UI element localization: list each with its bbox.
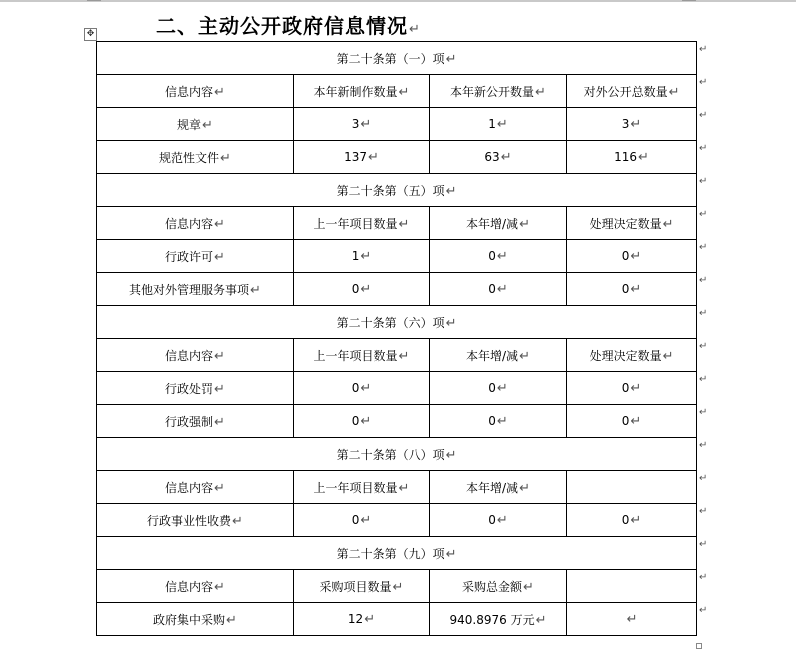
column-header[interactable] bbox=[97, 471, 294, 504]
section-heading-text: 第二十条第（一）项 bbox=[336, 51, 445, 66]
row-value[interactable] bbox=[567, 405, 697, 438]
section-heading-row bbox=[97, 174, 697, 207]
column-header[interactable] bbox=[430, 570, 567, 603]
row-end-mark-icon: ↵ bbox=[699, 604, 708, 616]
column-header[interactable] bbox=[430, 207, 567, 240]
section-heading[interactable] bbox=[97, 537, 697, 570]
section-heading-row bbox=[97, 42, 697, 75]
column-header-text: 上一年项目数量 bbox=[313, 348, 398, 363]
row-label[interactable] bbox=[97, 141, 294, 174]
section-heading[interactable] bbox=[97, 306, 697, 339]
section-title-text: 二、主动公开政府信息情况 bbox=[156, 14, 408, 38]
section-heading-text: 第二十条第（五）项 bbox=[336, 183, 445, 198]
paragraph-mark-icon: ↵ bbox=[662, 216, 674, 232]
paragraph-mark-icon: ↵ bbox=[496, 248, 508, 264]
page-corner-mark-right bbox=[682, 0, 696, 2]
row-end-mark-icon: ↵ bbox=[699, 208, 708, 220]
column-header[interactable] bbox=[294, 207, 430, 240]
row-value[interactable] bbox=[430, 141, 567, 174]
column-header-text: 上一年项目数量 bbox=[313, 480, 398, 495]
row-end-mark-icon: ↵ bbox=[699, 505, 708, 517]
paragraph-mark-icon: ↵ bbox=[445, 315, 457, 331]
paragraph-mark-icon: ↵ bbox=[360, 512, 372, 528]
paragraph-mark-icon: ↵ bbox=[214, 579, 225, 595]
paragraph-mark-icon: ↵ bbox=[496, 116, 508, 132]
row-value-text: 0 bbox=[488, 413, 496, 428]
table-row bbox=[97, 504, 697, 537]
row-value-text: 3 bbox=[621, 116, 630, 131]
column-header[interactable] bbox=[430, 75, 567, 108]
paragraph-mark-icon: ↵ bbox=[535, 612, 547, 628]
paragraph-mark-icon: ↵ bbox=[445, 51, 457, 67]
row-end-mark-icon: ↵ bbox=[699, 241, 708, 253]
column-header[interactable] bbox=[97, 207, 294, 240]
paragraph-mark-icon: ↵ bbox=[638, 149, 649, 165]
column-header-text: 处理决定数量 bbox=[589, 348, 662, 363]
column-header-text: 处理决定数量 bbox=[589, 216, 662, 231]
row-value[interactable] bbox=[294, 240, 430, 273]
row-end-mark-icon: ↵ bbox=[699, 472, 708, 484]
column-header[interactable] bbox=[430, 339, 567, 372]
paragraph-mark-icon: ↵ bbox=[360, 116, 372, 132]
row-value[interactable] bbox=[430, 372, 567, 405]
column-header-text: 采购项目数量 bbox=[319, 579, 392, 594]
row-value-text: 0 bbox=[488, 512, 496, 527]
row-value-text: 12 bbox=[347, 611, 364, 626]
row-value-text: 0 bbox=[621, 248, 630, 263]
paragraph-mark-icon: ↵ bbox=[630, 380, 642, 396]
column-header-text: 本年增/减 bbox=[466, 480, 519, 495]
section-title bbox=[156, 10, 421, 39]
page-corner-mark-left bbox=[87, 0, 101, 2]
row-label[interactable] bbox=[97, 273, 294, 306]
row-label-text: 行政事业性收费 bbox=[147, 513, 232, 528]
row-value-text: 3 bbox=[351, 116, 360, 131]
row-end-mark-icon: ↵ bbox=[699, 274, 708, 286]
paragraph-mark-icon: ↵ bbox=[360, 413, 372, 429]
column-header-row bbox=[97, 570, 697, 603]
row-label[interactable] bbox=[97, 240, 294, 273]
column-header-text: 本年增/减 bbox=[466, 216, 519, 231]
row-value-text: 1 bbox=[351, 248, 360, 263]
column-header[interactable] bbox=[567, 207, 697, 240]
column-header[interactable] bbox=[294, 570, 430, 603]
row-value[interactable] bbox=[294, 273, 430, 306]
row-value[interactable] bbox=[567, 372, 697, 405]
column-header-text: 本年增/减 bbox=[466, 348, 519, 363]
paragraph-mark-icon: ↵ bbox=[214, 216, 225, 232]
paragraph-mark-icon: ↵ bbox=[409, 22, 421, 37]
row-label[interactable] bbox=[97, 405, 294, 438]
row-value-text: 0 bbox=[351, 281, 360, 296]
column-header-text: 采购总金额 bbox=[462, 579, 523, 594]
row-end-mark-icon: ↵ bbox=[699, 142, 708, 154]
ruler-top bbox=[0, 0, 796, 2]
paragraph-mark-icon: ↵ bbox=[445, 546, 457, 562]
information-table bbox=[96, 41, 697, 636]
paragraph-mark-icon: ↵ bbox=[398, 480, 410, 496]
paragraph-mark-icon: ↵ bbox=[392, 579, 404, 595]
paragraph-mark-icon: ↵ bbox=[250, 282, 261, 298]
row-value[interactable] bbox=[294, 141, 430, 174]
paragraph-mark-icon: ↵ bbox=[523, 579, 534, 595]
row-value[interactable] bbox=[567, 141, 697, 174]
section-heading-text: 第二十条第（九）项 bbox=[336, 546, 445, 561]
paragraph-mark-icon: ↵ bbox=[535, 84, 546, 100]
column-header[interactable] bbox=[567, 570, 697, 603]
paragraph-mark-icon: ↵ bbox=[360, 248, 372, 264]
row-end-mark-icon: ↵ bbox=[699, 109, 708, 121]
row-value-text: 116 bbox=[614, 149, 638, 164]
paragraph-mark-icon: ↵ bbox=[398, 216, 410, 232]
row-label-text: 规章 bbox=[177, 117, 202, 132]
table-row bbox=[97, 141, 697, 174]
paragraph-mark-icon: ↵ bbox=[202, 117, 213, 133]
column-header-text: 本年新制作数量 bbox=[313, 84, 398, 99]
paragraph-mark-icon: ↵ bbox=[668, 84, 680, 100]
row-value-text: 0 bbox=[488, 248, 496, 263]
column-header-text: 信息内容 bbox=[165, 579, 214, 594]
row-label[interactable] bbox=[97, 504, 294, 537]
row-end-mark-icon: ↵ bbox=[699, 307, 708, 319]
column-header[interactable] bbox=[567, 75, 697, 108]
column-header[interactable] bbox=[97, 570, 294, 603]
paragraph-mark-icon: ↵ bbox=[630, 413, 642, 429]
row-value-text: 0 bbox=[351, 380, 360, 395]
row-label[interactable] bbox=[97, 108, 294, 141]
row-label-text: 行政处罚 bbox=[165, 381, 214, 396]
column-header[interactable] bbox=[294, 471, 430, 504]
paragraph-mark-icon: ↵ bbox=[496, 413, 508, 429]
paragraph-mark-icon: ↵ bbox=[214, 84, 225, 100]
paragraph-mark-icon: ↵ bbox=[626, 611, 638, 627]
row-label-text: 其他对外管理服务事项 bbox=[129, 282, 250, 297]
section-heading-text: 第二十条第（八）项 bbox=[336, 447, 445, 462]
paragraph-mark-icon: ↵ bbox=[519, 216, 530, 232]
section-heading[interactable] bbox=[97, 438, 697, 471]
paragraph-mark-icon: ↵ bbox=[630, 512, 642, 528]
row-end-mark-icon: ↵ bbox=[699, 43, 708, 55]
paragraph-mark-icon: ↵ bbox=[368, 149, 379, 165]
paragraph-mark-icon: ↵ bbox=[500, 149, 512, 165]
row-value-text: 0 bbox=[621, 380, 630, 395]
paragraph-mark-icon: ↵ bbox=[214, 414, 225, 430]
paragraph-mark-icon: ↵ bbox=[519, 348, 530, 364]
paragraph-mark-icon: ↵ bbox=[220, 150, 231, 166]
paragraph-mark-icon: ↵ bbox=[364, 611, 376, 627]
row-value-text: 1 bbox=[488, 116, 496, 131]
row-label-text: 行政许可 bbox=[165, 249, 214, 264]
column-header-row bbox=[97, 75, 697, 108]
row-label[interactable] bbox=[97, 372, 294, 405]
row-end-mark-icon: ↵ bbox=[699, 439, 708, 451]
table-row bbox=[97, 108, 697, 141]
paragraph-mark-icon: ↵ bbox=[214, 249, 225, 265]
row-value-text: 0 bbox=[351, 413, 360, 428]
table-row bbox=[97, 603, 697, 636]
row-value[interactable] bbox=[567, 108, 697, 141]
section-heading[interactable] bbox=[97, 42, 697, 75]
column-header[interactable] bbox=[97, 75, 294, 108]
paragraph-mark-icon: ↵ bbox=[398, 84, 410, 100]
column-header[interactable] bbox=[97, 339, 294, 372]
column-header-row bbox=[97, 471, 697, 504]
paragraph-mark-icon: ↵ bbox=[445, 447, 457, 463]
row-value-text: 0 bbox=[488, 380, 496, 395]
paragraph-mark-icon: ↵ bbox=[232, 513, 243, 529]
row-label-text: 行政强制 bbox=[165, 414, 214, 429]
row-value[interactable] bbox=[430, 273, 567, 306]
paragraph-mark-icon: ↵ bbox=[630, 281, 642, 297]
table-move-handle-icon[interactable]: ✥ bbox=[84, 28, 97, 41]
row-end-mark-icon: ↵ bbox=[699, 406, 708, 418]
section-heading-row bbox=[97, 537, 697, 570]
row-end-mark-icon: ↵ bbox=[699, 175, 708, 187]
table-row bbox=[97, 372, 697, 405]
row-end-mark-icon: ↵ bbox=[699, 571, 708, 583]
column-header-text: 信息内容 bbox=[165, 480, 214, 495]
column-header-text: 本年新公开数量 bbox=[450, 84, 535, 99]
row-value-text: 0 bbox=[621, 413, 630, 428]
row-value[interactable] bbox=[430, 405, 567, 438]
row-value[interactable] bbox=[430, 504, 567, 537]
paragraph-mark-icon: ↵ bbox=[214, 381, 225, 397]
column-header-text: 信息内容 bbox=[165, 216, 214, 231]
column-header-text: 信息内容 bbox=[165, 84, 214, 99]
column-header-text: 上一年项目数量 bbox=[313, 216, 398, 231]
column-header-text: 信息内容 bbox=[165, 348, 214, 363]
column-header[interactable] bbox=[567, 471, 697, 504]
table-row bbox=[97, 405, 697, 438]
row-value-text: 940.8976 万元 bbox=[449, 612, 535, 627]
section-heading-row bbox=[97, 438, 697, 471]
paragraph-mark-icon: ↵ bbox=[214, 348, 225, 364]
row-value-text: 0 bbox=[351, 512, 360, 527]
row-value[interactable] bbox=[430, 108, 567, 141]
paragraph-mark-icon: ↵ bbox=[662, 348, 674, 364]
row-end-mark-icon: ↵ bbox=[699, 373, 708, 385]
paragraph-mark-icon: ↵ bbox=[360, 380, 372, 396]
column-header[interactable] bbox=[567, 339, 697, 372]
row-value[interactable] bbox=[294, 603, 430, 636]
row-value-text: 0 bbox=[488, 281, 496, 296]
row-end-mark-icon: ↵ bbox=[699, 76, 708, 88]
row-value[interactable] bbox=[567, 504, 697, 537]
paragraph-mark-icon: ↵ bbox=[445, 183, 457, 199]
column-header[interactable] bbox=[294, 339, 430, 372]
row-value[interactable] bbox=[567, 603, 697, 636]
row-value[interactable] bbox=[567, 273, 697, 306]
paragraph-mark-icon: ↵ bbox=[226, 612, 237, 628]
row-value[interactable] bbox=[294, 108, 430, 141]
row-value[interactable] bbox=[294, 372, 430, 405]
row-label-text: 政府集中采购 bbox=[153, 612, 226, 627]
row-value[interactable] bbox=[430, 240, 567, 273]
row-value-text: 137 bbox=[344, 149, 367, 164]
section-heading-row bbox=[97, 306, 697, 339]
column-header-text: 对外公开总数量 bbox=[583, 84, 668, 99]
paragraph-mark-icon: ↵ bbox=[496, 281, 508, 297]
paragraph-mark-icon: ↵ bbox=[360, 281, 372, 297]
paragraph-mark-icon: ↵ bbox=[519, 480, 530, 496]
row-value-text: 63 bbox=[484, 149, 500, 164]
section-heading-text: 第二十条第（六）项 bbox=[336, 315, 445, 330]
column-header-row bbox=[97, 207, 697, 240]
row-end-mark-icon: ↵ bbox=[699, 340, 708, 352]
table-resize-handle[interactable] bbox=[696, 643, 702, 649]
paragraph-mark-icon: ↵ bbox=[214, 480, 225, 496]
table-row bbox=[97, 273, 697, 306]
row-end-mark-icon: ↵ bbox=[699, 538, 708, 550]
paragraph-mark-icon: ↵ bbox=[630, 116, 642, 132]
paragraph-mark-icon: ↵ bbox=[496, 380, 508, 396]
row-label-text: 规范性文件 bbox=[159, 150, 220, 165]
column-header[interactable] bbox=[294, 75, 430, 108]
row-label[interactable] bbox=[97, 603, 294, 636]
column-header-row bbox=[97, 339, 697, 372]
row-value-text: 0 bbox=[621, 281, 630, 296]
column-header[interactable] bbox=[430, 471, 567, 504]
row-value[interactable] bbox=[294, 405, 430, 438]
row-value[interactable] bbox=[567, 240, 697, 273]
paragraph-mark-icon: ↵ bbox=[630, 248, 642, 264]
row-value[interactable] bbox=[294, 504, 430, 537]
table-row bbox=[97, 240, 697, 273]
paragraph-mark-icon: ↵ bbox=[398, 348, 410, 364]
row-value-text: 0 bbox=[621, 512, 630, 527]
section-heading[interactable] bbox=[97, 174, 697, 207]
row-value[interactable] bbox=[430, 603, 567, 636]
paragraph-mark-icon: ↵ bbox=[496, 512, 508, 528]
